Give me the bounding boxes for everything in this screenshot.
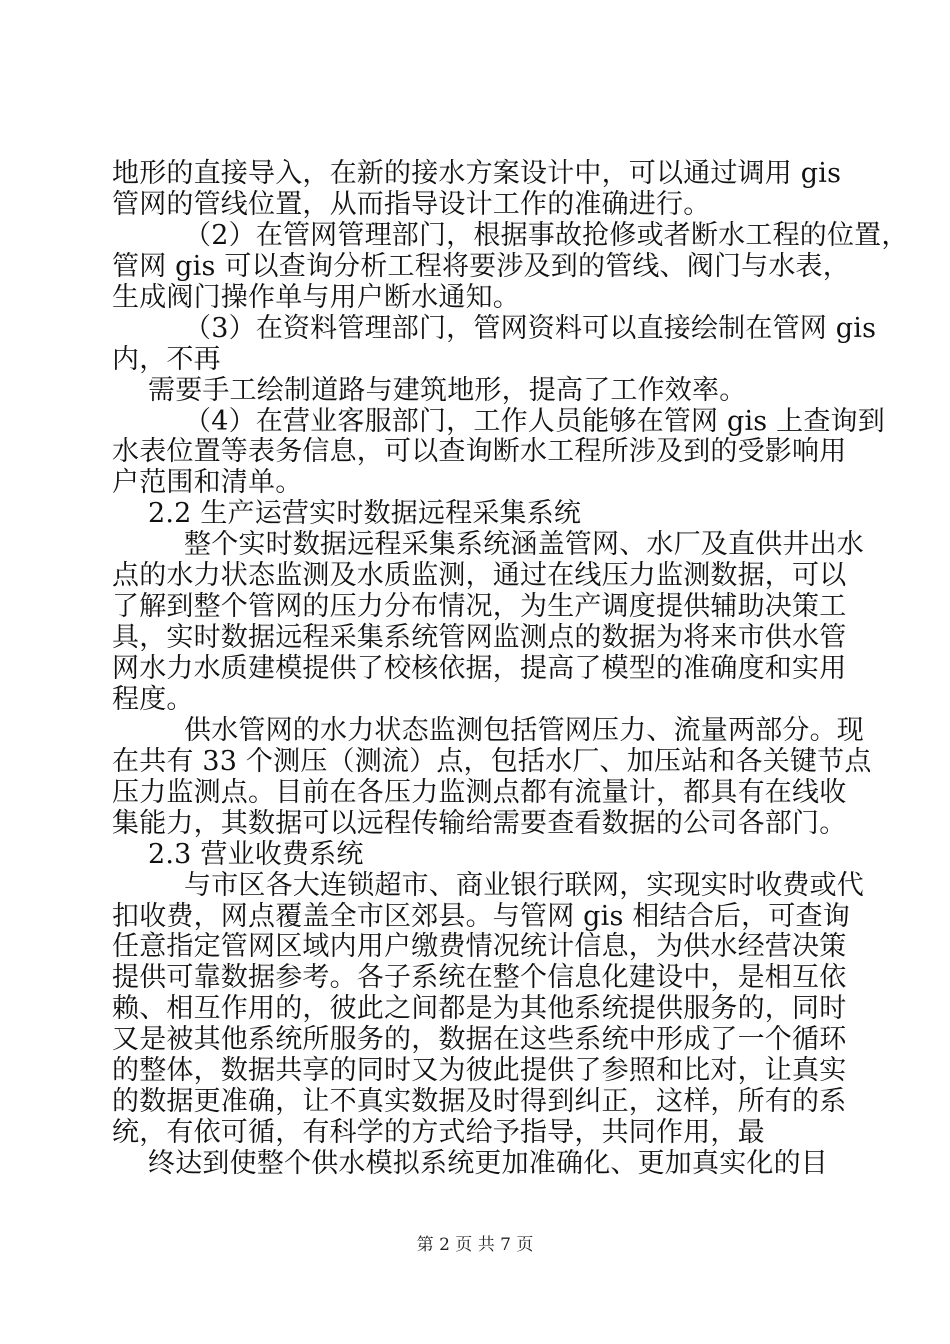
- text-line-14: 点的水力状态监测及水质监测，通过在线压力监测数据，可以: [112, 560, 847, 591]
- text-line-21: 压力监测点。目前在各压力监测点都有流量计，都具有在线收: [112, 777, 847, 808]
- text-line-9: （4）在营业客服部门，工作人员能够在管网 gis 上查询到: [184, 406, 885, 437]
- text-line-3: （2）在管网管理部门，根据事故抢修或者断水工程的位置，: [184, 220, 909, 251]
- text-line-13: 整个实时数据远程采集系统涵盖管网、水厂及直供井出水: [184, 529, 864, 560]
- text-line-32: 统，有依可循，有科学的方式给予指导，共同作用，最: [112, 1117, 765, 1148]
- text-line-10: 水表位置等表务信息，可以查询断水工程所涉及到的受影响用: [112, 436, 847, 467]
- section-heading-2-3: 2.3 营业收费系统: [148, 839, 364, 870]
- text-line-5: 生成阀门操作单与用户断水通知。: [112, 282, 520, 313]
- text-line-25: 扣收费，网点覆盖全市区郊县。与管网 gis 相结合后，可查询: [112, 901, 850, 932]
- text-line-1: 地形的直接导入，在新的接水方案设计中，可以通过调用 gis: [112, 158, 842, 189]
- text-line-28: 赖、相互作用的，彼此之间都是为其他系统提供服务的，同时: [112, 993, 847, 1024]
- text-line-11: 户范围和清单。: [112, 467, 303, 498]
- page-footer: 第 2 页 共 7 页: [416, 1235, 534, 1255]
- section-heading-2-2: 2.2 生产运营实时数据远程采集系统: [148, 498, 582, 529]
- text-line-33: 终达到使整个供水模拟系统更加准确化、更加真实化的目: [148, 1148, 828, 1179]
- text-line-24: 与市区各大连锁超市、商业银行联网，实现实时收费或代: [184, 870, 864, 901]
- text-line-2: 管网的管线位置，从而指导设计工作的准确进行。: [112, 189, 711, 220]
- text-line-29: 又是被其他系统所服务的，数据在这些系统中形成了一个循环: [112, 1024, 847, 1055]
- text-line-8: 需要手工绘制道路与建筑地形，提高了工作效率。: [148, 375, 747, 406]
- text-line-20: 在共有 33 个测压（测流）点，包括水厂、加压站和各关键节点: [112, 746, 872, 777]
- text-line-18: 程度。: [112, 684, 194, 715]
- text-line-30: 的整体，数据共享的同时又为彼此提供了参照和比对，让真实: [112, 1055, 847, 1086]
- text-line-17: 网水力水质建模提供了校核依据，提高了模型的准确度和实用: [112, 653, 847, 684]
- text-line-16: 具，实时数据远程采集系统管网监测点的数据为将来市供水管: [112, 622, 847, 653]
- text-line-26: 任意指定管网区域内用户缴费情况统计信息，为供水经营决策: [112, 931, 847, 962]
- text-line-31: 的数据更准确，让不真实数据及时得到纠正，这样，所有的系: [112, 1086, 847, 1117]
- text-line-7: 内，不再: [112, 344, 221, 375]
- text-line-27: 提供可靠数据参考。各子系统在整个信息化建设中，是相互依: [112, 962, 847, 993]
- text-line-6: （3）在资料管理部门，管网资料可以直接绘制在管网 gis: [184, 313, 877, 344]
- text-line-4: 管网 gis 可以查询分析工程将要涉及到的管线、阀门与水表，: [112, 251, 850, 282]
- text-line-22: 集能力，其数据可以远程传输给需要查看数据的公司各部门。: [112, 808, 847, 839]
- text-line-15: 了解到整个管网的压力分布情况，为生产调度提供辅助决策工: [112, 591, 847, 622]
- text-line-19: 供水管网的水力状态监测包括管网压力、流量两部分。现: [184, 715, 864, 746]
